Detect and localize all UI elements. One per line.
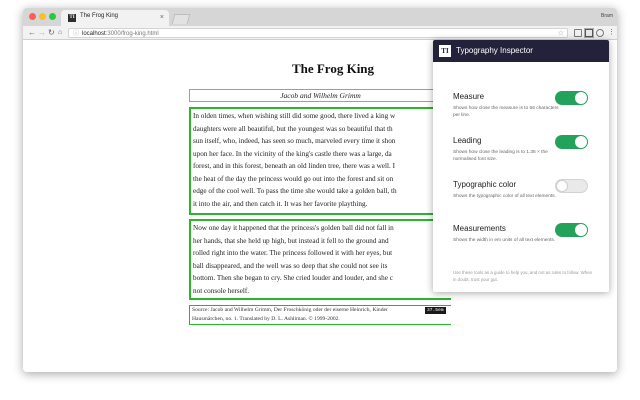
paragraph-line: edge of the cool well. To pass the time she would take a golden ball, th bbox=[193, 187, 397, 195]
star-icon[interactable]: ☆ bbox=[557, 30, 564, 37]
tab-close-icon[interactable]: × bbox=[159, 14, 164, 21]
url-path: :3000/frog-king.html bbox=[105, 31, 159, 37]
browser-window bbox=[23, 8, 617, 372]
paragraph-line: In olden times, when wishing still did some good, there lived a king w bbox=[193, 112, 396, 120]
authors-line: Jacob and Wilhelm Grimm bbox=[189, 89, 451, 102]
typography-inspector-panel bbox=[433, 40, 609, 292]
new-tab-button[interactable] bbox=[172, 14, 191, 24]
url-text[interactable] bbox=[82, 30, 159, 38]
toggle-knob bbox=[575, 136, 587, 148]
paragraph-line: Now one day it happened that the princess's golden ball did not fall in bbox=[193, 224, 394, 232]
setting-label: Measurements bbox=[453, 224, 506, 233]
paragraph-line: upon her face. In the vicinity of the king's castle there was a large, da bbox=[193, 149, 392, 158]
paragraph-line: not console herself. bbox=[193, 286, 250, 295]
paragraph-line: the heat of the day the princess would go out into the forest and sit on bbox=[193, 174, 394, 183]
favicon-icon: TI bbox=[69, 15, 75, 20]
paragraph-line: daughters were all beautiful, but the youngest was so beautiful that th bbox=[193, 124, 393, 133]
setting-label: Typographic color bbox=[453, 180, 517, 189]
typographic-color-toggle[interactable] bbox=[555, 179, 588, 193]
reload-icon[interactable]: ↻ bbox=[48, 28, 55, 37]
typography-inspector-extension-icon[interactable] bbox=[585, 29, 593, 37]
profile-name[interactable]: Bram bbox=[601, 13, 613, 19]
minimize-window-button[interactable] bbox=[39, 13, 46, 20]
measurement-badge: 37.5em bbox=[427, 308, 444, 313]
extension-icon[interactable] bbox=[574, 29, 582, 37]
tab-bar bbox=[23, 8, 617, 26]
story-paragraph bbox=[189, 219, 451, 300]
toggle-knob bbox=[575, 224, 587, 236]
tab-frog-king[interactable] bbox=[61, 10, 169, 26]
extension-icon[interactable] bbox=[596, 29, 604, 37]
url-host: localhost bbox=[82, 31, 106, 37]
tab-title: The Frog King bbox=[80, 13, 119, 19]
setting-description: Shows how close the measure is to 66 characters per line. bbox=[453, 106, 559, 118]
setting-description: Shows the typographic color of all text elements. bbox=[453, 194, 556, 199]
close-window-button[interactable] bbox=[29, 13, 36, 20]
setting-label: Leading bbox=[453, 136, 482, 145]
inspector-header bbox=[433, 40, 609, 62]
paragraph-line: her hands, that she held up high, but instead it fell to the ground and bbox=[193, 236, 389, 245]
page-title: The Frog King bbox=[291, 61, 375, 76]
source-line: Hausmärchen, no. 1. Translated by D. L. Ashliman. © 1999-2002. bbox=[192, 316, 340, 322]
browser-toolbar bbox=[23, 26, 617, 40]
measure-toggle[interactable] bbox=[555, 91, 588, 105]
paragraph-line: sun itself, who, indeed, has seen so much, marveled every time it shon bbox=[193, 137, 396, 145]
inspector-title: Typography Inspector bbox=[456, 46, 533, 55]
leading-toggle[interactable] bbox=[555, 135, 588, 149]
inspector-footnote: Use these tools as a guide to help you, and not as rules to follow. When in doubt, trust your gut. bbox=[453, 270, 593, 282]
paragraph-line: it into the air, and then catch it. It was her favorite plaything. bbox=[193, 199, 368, 208]
address-bar[interactable] bbox=[68, 28, 568, 38]
maximize-window-button[interactable] bbox=[49, 13, 56, 20]
paragraph-line: forest, and in this forest, beneath an old linden tree, there was a well. I bbox=[193, 162, 395, 170]
source-citation bbox=[189, 305, 451, 325]
story-paragraph bbox=[189, 107, 451, 215]
setting-label: Measure bbox=[453, 92, 485, 101]
inspector-logo-icon: TI bbox=[439, 45, 451, 57]
measurements-toggle[interactable] bbox=[555, 223, 588, 237]
source-line: Source: Jacob and Wilhelm Grimm, Der Froschkönig oder der eiserne Heinrich, Kinder bbox=[192, 307, 388, 313]
paragraph-line: ball disappeared, and the well was so deep that she could not see its bbox=[193, 261, 388, 270]
toggle-knob bbox=[575, 92, 587, 104]
info-icon[interactable]: ⓘ bbox=[73, 31, 80, 37]
paragraph-line: bottom. Then she began to cry. She cried louder and louder, and she c bbox=[193, 274, 393, 282]
forward-arrow-icon[interactable]: → bbox=[38, 28, 46, 37]
setting-description: Shows the width in em units of all text elements. bbox=[453, 238, 556, 243]
back-arrow-icon[interactable]: ← bbox=[28, 28, 36, 37]
paragraph-line: rolled right into the water. The princess followed it with her eyes, but bbox=[193, 249, 393, 257]
home-icon[interactable]: ⌂ bbox=[58, 29, 63, 36]
setting-description: Shows how close the leading is to 1.35 × the normalised font size. bbox=[453, 150, 548, 162]
more-vertical-icon[interactable]: ⋮ bbox=[608, 29, 615, 36]
toggle-knob bbox=[556, 180, 568, 192]
